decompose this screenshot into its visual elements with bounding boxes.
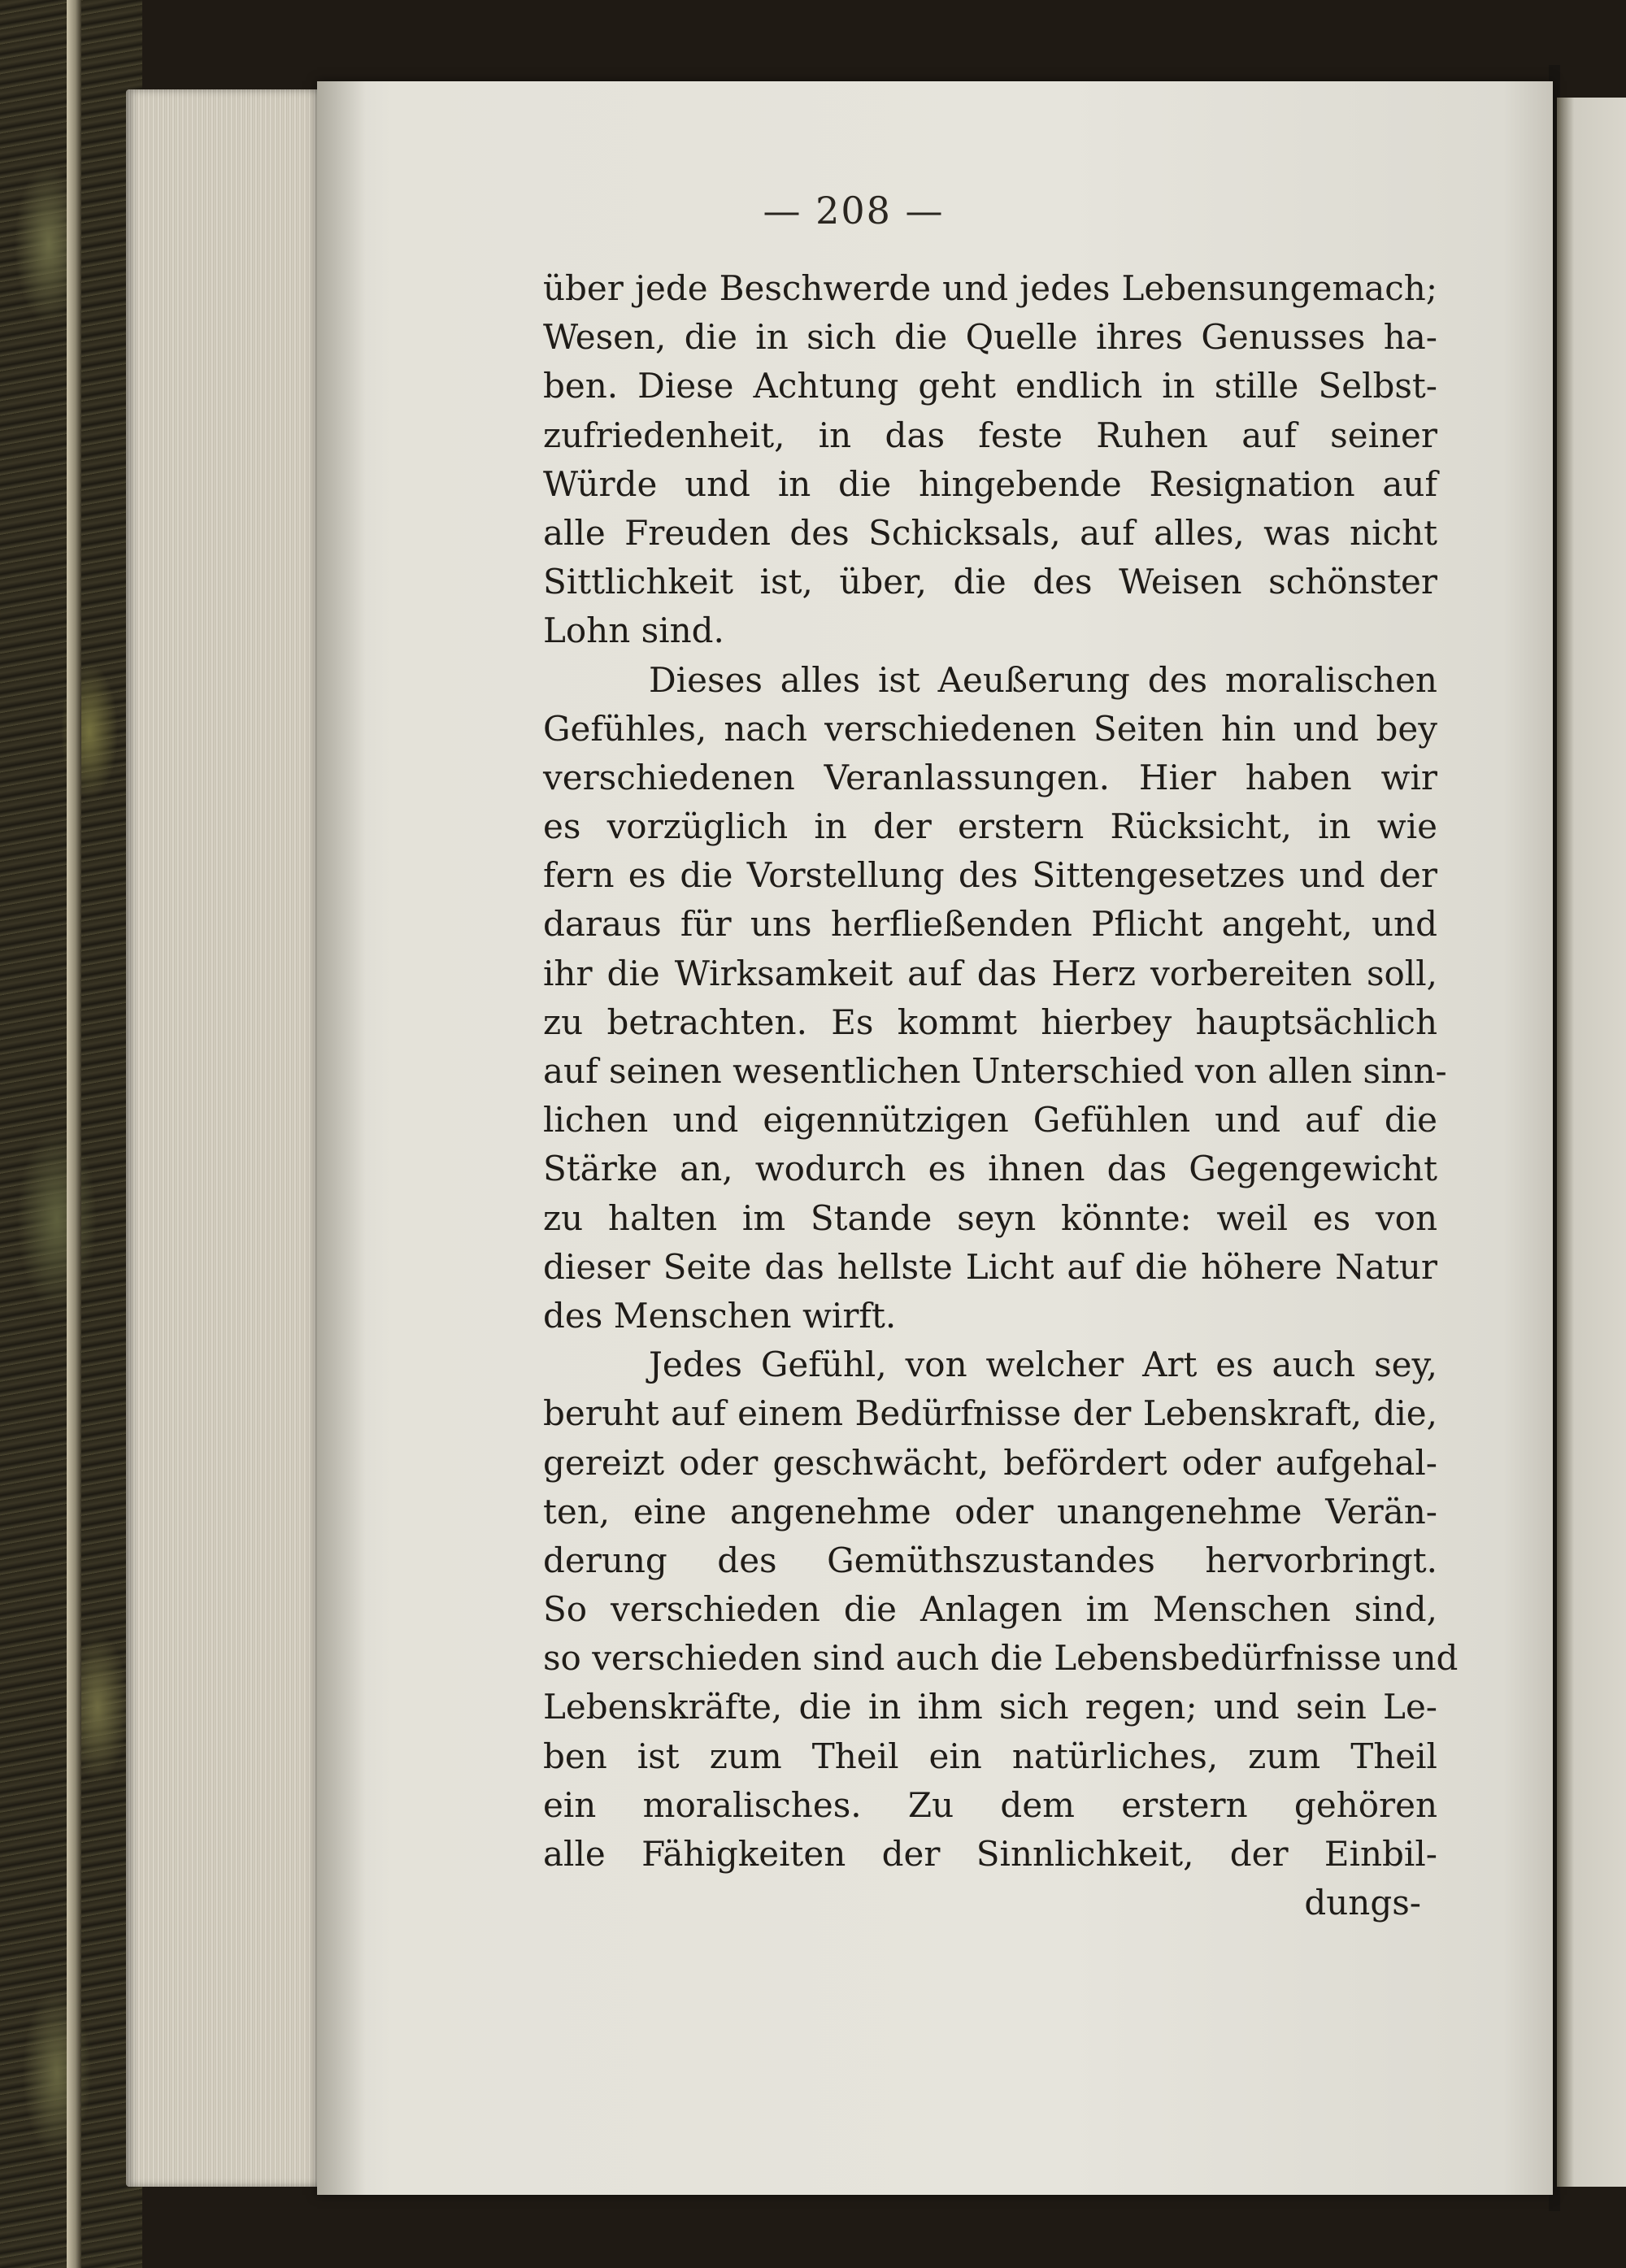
text-line: ten, eine angenehme oder unangenehme Verän- (543, 1491, 1437, 1532)
text-line: lichen und eigennützigen Gefühlen und auf die (543, 1100, 1437, 1141)
catchword: dungs- (1304, 1883, 1421, 1923)
text-line: ben ist zum Theil ein natürliches, zum Theil (543, 1736, 1437, 1776)
page-block-edges (126, 89, 317, 2187)
text-line: über jede Beschwerde und jedes Lebensungemach; (543, 268, 1437, 308)
gutter-shadow (317, 81, 366, 2195)
text-line: alle Freuden des Schicksals, auf alles, was nicht (543, 512, 1437, 553)
text-line: Stärke an, wodurch es ihnen das Gegengewicht (543, 1149, 1437, 1189)
paragraph-start: Jedes Gefühl, von welcher Art es auch sey, (649, 1345, 1437, 1385)
text-line: es vorzüglich in der erstern Rücksicht, in wie (543, 806, 1437, 847)
text-line: Lebenskräfte, die in ihm sich regen; und sein Le- (543, 1687, 1437, 1727)
text-line: beruht auf einem Bedürfnisse der Lebenskraft, die, (543, 1393, 1437, 1434)
paragraph-start: Dieses alles ist Aeußerung des moralischen (649, 659, 1437, 700)
facing-page-edge (1557, 98, 1626, 2187)
text-line: gereizt oder geschwächt, befördert oder aufgehal- (543, 1442, 1437, 1483)
page-number: — 208 — (763, 189, 945, 232)
text-line: des Menschen wirft. (543, 1295, 897, 1336)
text-line: dieser Seite das hellste Licht auf die höhere Natur (543, 1246, 1437, 1287)
text-line: ihr die Wirksamkeit auf das Herz vorbereiten soll, (543, 953, 1437, 993)
text-line: zu halten im Stande seyn könnte: weil es von (543, 1197, 1437, 1238)
text-line: ein moralisches. Zu dem erstern gehören (543, 1784, 1437, 1825)
text-line: Wesen, die in sich die Quelle ihres Genusses ha- (543, 317, 1437, 358)
text-line: auf seinen wesentlichen Unterschied von allen sinn- (543, 1051, 1447, 1091)
text-line: fern es die Vorstellung des Sittengesetzes und der (543, 855, 1437, 896)
text-line: alle Fähigkeiten der Sinnlichkeit, der Einbil- (543, 1834, 1437, 1874)
text-line: ben. Diese Achtung geht endlich in stille Selbst- (543, 366, 1437, 406)
text-line: Lohn sind. (543, 610, 724, 651)
text-line: Sittlichkeit ist, über, die des Weisen schönster (543, 562, 1437, 602)
page-text (543, 264, 1459, 1927)
text-line: verschiedenen Veranlassungen. Hier haben wir (543, 757, 1437, 797)
text-line: derung des Gemüthszustandes hervorbringt. (543, 1540, 1437, 1580)
text-line: Gefühles, nach verschiedenen Seiten hin und bey (543, 708, 1437, 749)
text-line: daraus für uns herfließenden Pflicht angeht, und (543, 904, 1437, 945)
cover-inner-edge (67, 0, 81, 2268)
text-line: Würde und in die hingebende Resignation auf (543, 463, 1437, 504)
text-line: zu betrachten. Es kommt hierbey hauptsächlich (543, 1001, 1437, 1042)
text-line: So verschieden die Anlagen im Menschen sind, (543, 1589, 1437, 1630)
text-line: zufriedenheit, in das feste Ruhen auf seiner (543, 415, 1437, 455)
text-line: so verschieden sind auch die Lebensbedürfnisse und (543, 1638, 1459, 1679)
